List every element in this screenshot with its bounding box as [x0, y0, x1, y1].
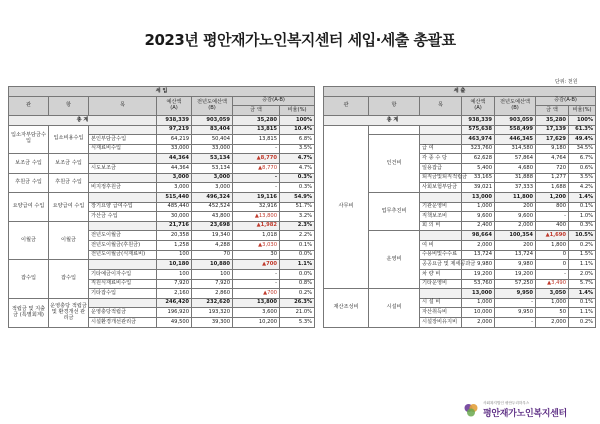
diff-amount-cell: - — [233, 269, 280, 279]
prev-budget-cell: 558,499 — [495, 125, 536, 135]
budget-cell: 7,920 — [157, 279, 192, 289]
diff-ratio-cell: 1.0% — [569, 212, 596, 222]
prev-budget-cell: 57,250 — [495, 279, 536, 289]
budget-cell: 13,000 — [462, 192, 495, 202]
budget-cell: 3,000 — [157, 183, 192, 193]
expense-col-hang: 항 — [369, 96, 420, 115]
expense-col-prev: 전년도예산액 (B) — [495, 96, 536, 115]
diff-ratio-cell: 0.6% — [569, 164, 596, 174]
prev-budget-cell: 452,524 — [192, 202, 233, 212]
budget-cell: 97,219 — [157, 125, 192, 135]
diff-amount-cell: 1,000 — [536, 298, 569, 308]
expense-col-ratio: 비율(%) — [569, 106, 596, 116]
prev-budget-cell: 2,000 — [495, 221, 536, 231]
hang-cell: 후원금 수입 — [49, 173, 89, 192]
diff-amount-cell: 0 — [536, 250, 569, 260]
budget-cell: 246,420 — [157, 298, 192, 308]
mok-cell: 시도보조금 — [89, 164, 157, 174]
mok-cell: 자산취득비 — [420, 308, 462, 318]
prev-budget-cell: 53,134 — [192, 164, 233, 174]
table-row — [9, 125, 315, 135]
diff-ratio-cell: 4.7% — [280, 154, 315, 164]
budget-cell: 21,716 — [157, 221, 192, 231]
prev-budget-cell: 83,404 — [192, 125, 233, 135]
budget-cell: 49,500 — [157, 318, 192, 328]
diff-amount-cell: 1,200 — [536, 192, 569, 202]
expense-col-budget: 예산액 (A) — [462, 96, 495, 115]
income-col-amount: 금 액 — [233, 106, 280, 116]
prev-budget-cell: 4,288 — [192, 241, 233, 251]
diff-ratio-cell: 3.5% — [280, 144, 315, 154]
prev-budget-cell: 50,404 — [192, 135, 233, 145]
budget-cell: 575,638 — [462, 125, 495, 135]
budget-cell: 62,628 — [462, 154, 495, 164]
prev-budget-cell: 200 — [495, 202, 536, 212]
gwan-cell: 후원금 수입 — [9, 173, 49, 192]
diff-amount-cell: 10,200 — [233, 318, 280, 328]
budget-cell: 30,000 — [157, 212, 192, 222]
mok-cell — [420, 125, 462, 135]
mok-cell: 운영충당적립금 — [89, 308, 157, 318]
mok-cell: 퇴직금및퇴직적립금 — [420, 173, 462, 183]
budget-cell: 3,000 — [157, 173, 192, 183]
gwan-cell: 이월금 — [9, 221, 49, 260]
diff-amount-cell: ▲1,982 — [233, 221, 280, 231]
diff-amount-cell: 1,018 — [233, 231, 280, 241]
hang-cell: 운영비 — [369, 231, 420, 289]
prev-budget-cell: 3,000 — [192, 173, 233, 183]
budget-cell: 1,000 — [462, 298, 495, 308]
hang-cell: 시설비 — [369, 289, 420, 328]
gwan-cell: 요양급여 수입 — [9, 192, 49, 221]
budget-cell: 64,219 — [157, 135, 192, 145]
diff-ratio-cell: 1.1% — [569, 308, 596, 318]
diff-ratio-cell: 5.3% — [280, 318, 315, 328]
prev-budget-cell: 70 — [192, 250, 233, 260]
diff-amount-cell: 30 — [233, 250, 280, 260]
diff-ratio-cell: 3.2% — [280, 212, 315, 222]
diff-amount-cell: ▲8,770 — [233, 164, 280, 174]
prev-budget-cell: 3,000 — [192, 183, 233, 193]
mok-cell — [89, 298, 157, 308]
diff-amount-cell: ▲8,770 — [233, 154, 280, 164]
budget-cell: 100 — [157, 250, 192, 260]
income-col-diff: 증감(A-B) — [233, 96, 315, 106]
expense-total-amount: 35,280 — [536, 115, 569, 125]
prev-budget-cell: 446,345 — [495, 135, 536, 145]
expense-total-ratio: 100% — [569, 115, 596, 125]
diff-amount-cell: 2,000 — [536, 318, 569, 328]
prev-budget-cell: 10,880 — [192, 260, 233, 270]
mok-cell: 기관운영비 — [420, 202, 462, 212]
table-row — [9, 221, 315, 231]
mok-cell: 시설환경개선관리금 — [89, 318, 157, 328]
expense-section-header: 세 출 — [324, 87, 596, 97]
hang-cell: 입소비용수입 — [49, 125, 89, 154]
diff-ratio-cell: 0.1% — [569, 298, 596, 308]
budget-cell: 20,358 — [157, 231, 192, 241]
prev-budget-cell: 9,950 — [495, 308, 536, 318]
mok-cell: 기타운영비 — [420, 279, 462, 289]
table-row — [9, 260, 315, 270]
diff-amount-cell: 9,180 — [536, 144, 569, 154]
budget-cell: 19,200 — [462, 269, 495, 279]
gwan-cell: 보조금 수입 — [9, 154, 49, 173]
expense-col-mok: 목 — [420, 96, 462, 115]
prev-budget-cell: 13,724 — [495, 250, 536, 260]
mok-cell — [420, 192, 462, 202]
income-col-hang: 항 — [49, 96, 89, 115]
table-row — [9, 298, 315, 308]
prev-budget-cell: 33,000 — [192, 144, 233, 154]
income-col-prev: 전년도예산액 (B) — [192, 96, 233, 115]
prev-budget-cell: 314,580 — [495, 144, 536, 154]
prev-budget-cell: - — [495, 298, 536, 308]
budget-cell: 1,258 — [157, 241, 192, 251]
budget-cell: 2,160 — [157, 289, 192, 299]
diff-ratio-cell: 0.0% — [280, 250, 315, 260]
expense-col-amount: 금 액 — [536, 106, 569, 116]
logo-name: 평안재가노인복지센터 — [483, 409, 567, 419]
diff-ratio-cell: 0.8% — [280, 279, 315, 289]
hang-cell — [369, 125, 420, 135]
budget-cell: 13,000 — [462, 289, 495, 299]
budget-cell: 1,000 — [462, 202, 495, 212]
expense-total-budget: 938,339 — [462, 115, 495, 125]
diff-ratio-cell: 0.1% — [569, 202, 596, 212]
diff-ratio-cell: 51.7% — [280, 202, 315, 212]
diff-ratio-cell: 0.3% — [280, 183, 315, 193]
mok-cell — [89, 192, 157, 202]
diff-ratio-cell: 1.1% — [280, 260, 315, 270]
prev-budget-cell: 43,800 — [192, 212, 233, 222]
diff-amount-cell: 50 — [536, 308, 569, 318]
diff-amount-cell: ▲3,030 — [233, 241, 280, 251]
mok-cell: 수용비및수수료 — [420, 250, 462, 260]
diff-ratio-cell: 0.2% — [280, 289, 315, 299]
center-logo — [463, 400, 591, 420]
diff-ratio-cell: 10.5% — [569, 231, 596, 241]
gwan-cell: 재산조성비 — [324, 289, 369, 328]
mok-cell: 일용잡급 — [420, 164, 462, 174]
mok-cell: 사회보험부담금 — [420, 183, 462, 193]
diff-ratio-cell: 10.4% — [280, 125, 315, 135]
income-col-ratio: 비율(%) — [280, 106, 315, 116]
mok-cell: 전년도이월금(후원금) — [89, 241, 157, 251]
budget-cell: 515,440 — [157, 192, 192, 202]
prev-budget-cell: - — [495, 318, 536, 328]
diff-amount-cell: 17,139 — [536, 125, 569, 135]
budget-cell: 2,400 — [462, 221, 495, 231]
diff-amount-cell: - — [233, 183, 280, 193]
diff-ratio-cell: 2.2% — [280, 231, 315, 241]
prev-budget-cell: 496,324 — [192, 192, 233, 202]
income-col-gwan: 관 — [9, 96, 49, 115]
expense-table — [323, 86, 596, 328]
budget-cell: 39,021 — [462, 183, 495, 193]
prev-budget-cell: 9,980 — [495, 260, 536, 270]
unit-label: 단위: 천원 — [555, 79, 578, 85]
mok-cell — [420, 231, 462, 241]
diff-amount-cell: - — [233, 279, 280, 289]
diff-ratio-cell: 0.3% — [280, 173, 315, 183]
mok-cell: 여 비 — [420, 241, 462, 251]
gwan-cell: 사무비 — [324, 125, 369, 289]
budget-cell: 100 — [157, 269, 192, 279]
budget-cell: 463,974 — [462, 135, 495, 145]
mok-cell — [89, 260, 157, 270]
budget-cell: 485,440 — [157, 202, 192, 212]
mok-cell: 식재료비수입 — [89, 144, 157, 154]
budget-cell: 323,760 — [462, 144, 495, 154]
diff-amount-cell: 19,116 — [233, 192, 280, 202]
income-total-prev: 903,059 — [192, 115, 233, 125]
prev-budget-cell: 37,333 — [495, 183, 536, 193]
mok-cell: 공공요금 및 제세공과금 — [420, 260, 462, 270]
mok-cell — [89, 154, 157, 164]
prev-budget-cell: 39,300 — [192, 318, 233, 328]
budget-cell: 53,760 — [462, 279, 495, 289]
budget-cell: 98,664 — [462, 231, 495, 241]
mok-cell: 비지정후원금 — [89, 183, 157, 193]
mok-cell — [420, 289, 462, 299]
diff-ratio-cell: 4.7% — [280, 164, 315, 174]
diff-amount-cell: 800 — [536, 202, 569, 212]
hang-cell: 업무추진비 — [369, 192, 420, 231]
mok-cell: 차 량 비 — [420, 269, 462, 279]
prev-budget-cell: 100,354 — [495, 231, 536, 241]
prev-budget-cell: 9,950 — [495, 289, 536, 299]
prev-budget-cell: 7,920 — [192, 279, 233, 289]
prev-budget-cell: 200 — [495, 241, 536, 251]
prev-budget-cell: 57,864 — [495, 154, 536, 164]
diff-ratio-cell: 49.4% — [569, 135, 596, 145]
gwan-cell: 적립금 및 지출금 (특별회계) — [9, 298, 49, 327]
hang-cell: 보조금 수입 — [49, 154, 89, 173]
prev-budget-cell: 4,680 — [495, 164, 536, 174]
diff-ratio-cell: 1.4% — [569, 192, 596, 202]
diff-ratio-cell: 2.3% — [280, 221, 315, 231]
mok-cell: 전년도이월금(식재료비) — [89, 250, 157, 260]
diff-amount-cell: 1,277 — [536, 173, 569, 183]
mok-cell: 본인부담금수입 — [89, 135, 157, 145]
hang-cell: 요양급여 수입 — [49, 192, 89, 221]
gwan-cell: 입소자부담금수입 — [9, 125, 49, 154]
prev-budget-cell: 23,698 — [192, 221, 233, 231]
diff-ratio-cell: 0.1% — [280, 241, 315, 251]
diff-ratio-cell: 26.3% — [280, 298, 315, 308]
prev-budget-cell: 53,134 — [192, 154, 233, 164]
prev-budget-cell: 2,860 — [192, 289, 233, 299]
hang-cell: 인건비 — [369, 135, 420, 193]
prev-budget-cell: 9,600 — [495, 212, 536, 222]
budget-cell: 196,920 — [157, 308, 192, 318]
diff-ratio-cell: 54.9% — [280, 192, 315, 202]
prev-budget-cell: 31,888 — [495, 173, 536, 183]
mok-cell: 전년도이월금 — [89, 231, 157, 241]
expense-col-gwan: 관 — [324, 96, 369, 115]
budget-cell: 44,364 — [157, 154, 192, 164]
diff-amount-cell: 32,916 — [233, 202, 280, 212]
diff-ratio-cell: 61.3% — [569, 125, 596, 135]
diff-amount-cell: 13,815 — [233, 125, 280, 135]
prev-budget-cell: 232,620 — [192, 298, 233, 308]
budget-cell: 44,364 — [157, 164, 192, 174]
diff-ratio-cell: 1.4% — [569, 289, 596, 299]
diff-ratio-cell: 4.2% — [569, 183, 596, 193]
mok-cell: 장기요양 급여수입 — [89, 202, 157, 212]
diff-ratio-cell: 3.5% — [569, 173, 596, 183]
prev-budget-cell: 19,340 — [192, 231, 233, 241]
mok-cell — [89, 221, 157, 231]
budget-cell: 10,000 — [462, 308, 495, 318]
budget-cell: 2,000 — [462, 241, 495, 251]
diff-ratio-cell: 1.1% — [569, 260, 596, 270]
mok-cell: 직원식재료비수입 — [89, 279, 157, 289]
document-title: 2023년 평안재가노인복지센터 세입·세출 총괄표 — [144, 31, 456, 49]
prev-budget-cell: 100 — [192, 269, 233, 279]
income-total-amount: 35,280 — [233, 115, 280, 125]
mok-cell: 각 종 수 당 — [420, 154, 462, 164]
expense-body — [324, 125, 596, 327]
mok-cell — [89, 125, 157, 135]
hang-cell: 잡수입 — [49, 260, 89, 299]
diff-amount-cell: - — [536, 212, 569, 222]
diff-amount-cell: ▲700 — [233, 260, 280, 270]
diff-amount-cell: 17,629 — [536, 135, 569, 145]
income-total-label: 총 계 — [9, 115, 157, 125]
mok-cell — [420, 135, 462, 145]
budget-cell: 2,000 — [462, 318, 495, 328]
diff-amount-cell: 400 — [536, 221, 569, 231]
table-row — [9, 192, 315, 202]
budget-cell: 33,165 — [462, 173, 495, 183]
budget-cell: 33,000 — [157, 144, 192, 154]
income-total-ratio: 100% — [280, 115, 315, 125]
income-col-mok: 목 — [89, 96, 157, 115]
prev-budget-cell: 193,320 — [192, 308, 233, 318]
diff-amount-cell: ▲13,800 — [233, 212, 280, 222]
diff-ratio-cell: 0.3% — [569, 221, 596, 231]
diff-ratio-cell: 21.0% — [280, 308, 315, 318]
budget-cell: 9,600 — [462, 212, 495, 222]
expense-col-diff: 증감(A-B) — [536, 96, 596, 106]
diff-ratio-cell: 2.0% — [569, 269, 596, 279]
mok-cell: 기타잡수입 — [89, 289, 157, 299]
diff-amount-cell: 0 — [536, 260, 569, 270]
diff-ratio-cell: 5.7% — [569, 279, 596, 289]
table-row — [9, 173, 315, 183]
budget-cell: 5,400 — [462, 164, 495, 174]
diff-amount-cell: 4,764 — [536, 154, 569, 164]
diff-amount-cell: 720 — [536, 164, 569, 174]
table-row — [324, 125, 596, 135]
expense-total-label: 총 계 — [324, 115, 462, 125]
mok-cell: 시 설 비 — [420, 298, 462, 308]
budget-cell: 13,724 — [462, 250, 495, 260]
diff-ratio-cell: 6.7% — [569, 154, 596, 164]
diff-amount-cell: ▲3,490 — [536, 279, 569, 289]
diff-ratio-cell: 6.8% — [280, 135, 315, 145]
diff-amount-cell: 3,600 — [233, 308, 280, 318]
income-total-budget: 938,339 — [157, 115, 192, 125]
budget-cell: 10,180 — [157, 260, 192, 270]
prev-budget-cell: 19,200 — [495, 269, 536, 279]
diff-ratio-cell: 34.5% — [569, 144, 596, 154]
diff-amount-cell: 3,050 — [536, 289, 569, 299]
diff-amount-cell: ▲700 — [233, 289, 280, 299]
income-section-header: 세 입 — [9, 87, 315, 97]
diff-amount-cell: - — [536, 269, 569, 279]
expense-total-prev: 903,059 — [495, 115, 536, 125]
income-col-budget: 예산액 (A) — [157, 96, 192, 115]
diff-ratio-cell: 0.2% — [569, 241, 596, 251]
table-row — [9, 154, 315, 164]
mok-cell: 시설장비유지비 — [420, 318, 462, 328]
diff-ratio-cell: 1.5% — [569, 250, 596, 260]
mok-cell: 회 의 비 — [420, 221, 462, 231]
table-row — [324, 289, 596, 299]
diff-amount-cell: 1,800 — [536, 241, 569, 251]
diff-amount-cell: - — [233, 173, 280, 183]
diff-amount-cell: 1,688 — [536, 183, 569, 193]
diff-amount-cell: 13,815 — [233, 135, 280, 145]
mok-cell: 가산금 수입 — [89, 212, 157, 222]
gwan-cell: 잡수입 — [9, 260, 49, 299]
income-table — [8, 86, 315, 328]
diff-amount-cell: ▲1,690 — [536, 231, 569, 241]
hang-cell: 이월금 — [49, 221, 89, 260]
logo-subtitle: 사회복지법인 평안두리하우스 — [483, 401, 530, 405]
budget-cell: 9,980 — [462, 260, 495, 270]
diff-amount-cell: - — [233, 144, 280, 154]
income-body — [9, 125, 315, 327]
diff-ratio-cell: 0.0% — [280, 269, 315, 279]
logo-mark-icon — [463, 402, 479, 418]
hang-cell: 운영충당 적립금 및 환경개선 관리금 — [49, 298, 89, 327]
diff-ratio-cell: 0.2% — [569, 318, 596, 328]
prev-budget-cell: 11,800 — [495, 192, 536, 202]
mok-cell: 기타예금이자수입 — [89, 269, 157, 279]
mok-cell — [89, 173, 157, 183]
mok-cell: 급 여 — [420, 144, 462, 154]
mok-cell: 직책보조비 — [420, 212, 462, 222]
diff-amount-cell: 13,800 — [233, 298, 280, 308]
